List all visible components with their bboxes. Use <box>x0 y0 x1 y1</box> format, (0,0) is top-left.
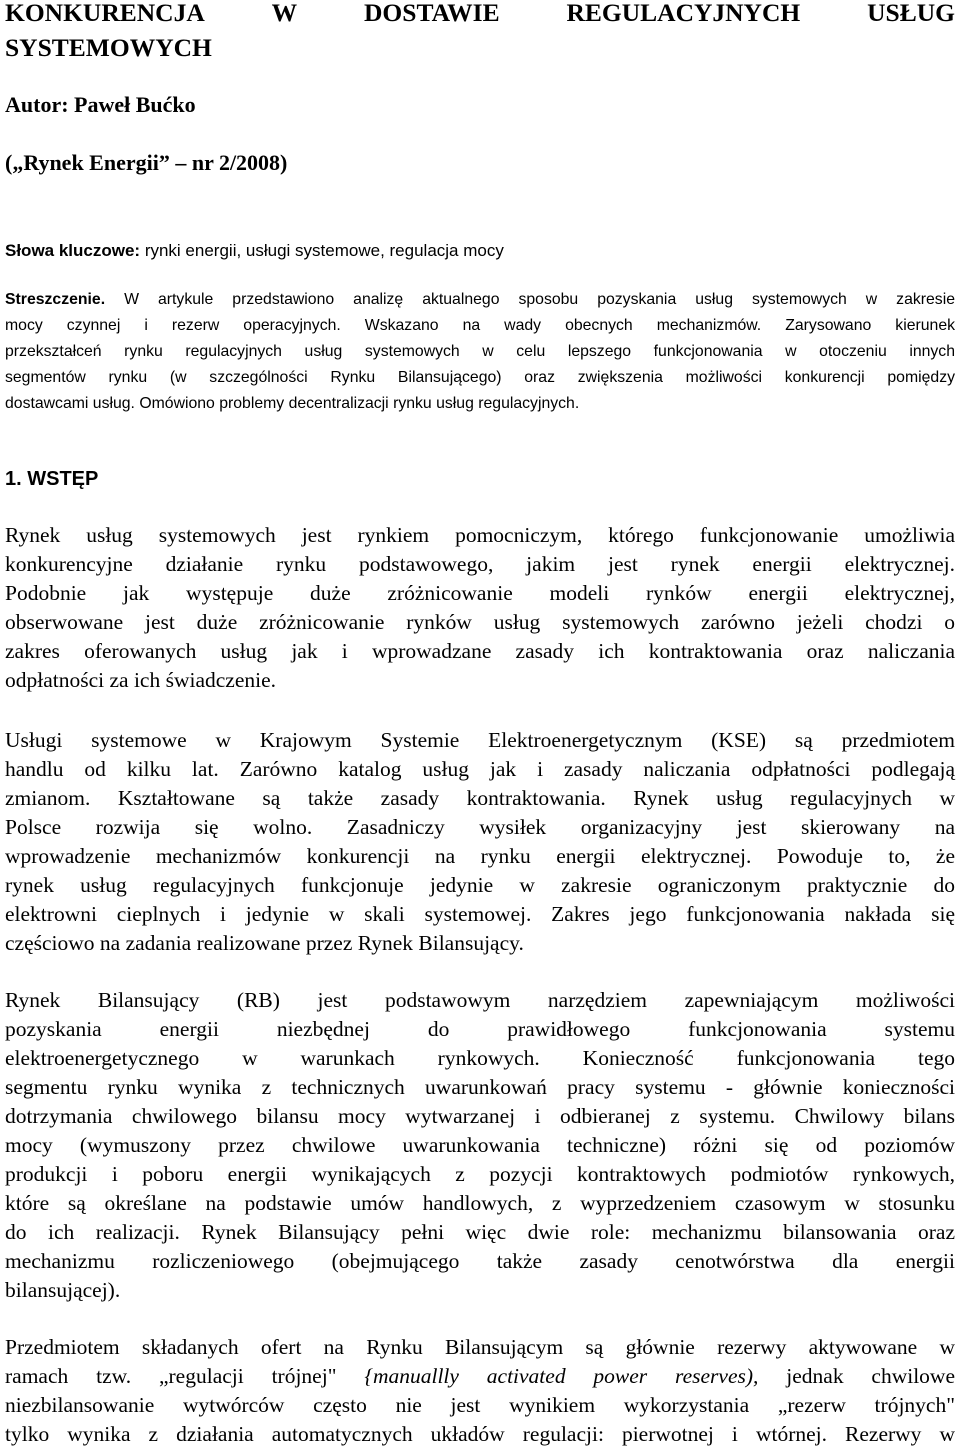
paragraph-2 <box>5 726 955 958</box>
paragraph-line: odpłatności za ich świadczenie. <box>5 668 277 692</box>
paragraph-line: zmianom. Kształtowane są także zasady kontraktowania. Rynek usług regulacyjnych w <box>5 786 955 810</box>
paragraph-line: handlu od kilku lat. Zarówno katalog usług jak i zasady naliczania odpłatności podlegają <box>5 757 955 781</box>
paragraph-line: tylko wynika z działania automatycznych układów regulacji: pierwotnej i wtórnej. Rezerwy w <box>5 1422 955 1446</box>
abstract-line: mocy czynnej i rezerw operacyjnych. Wskazano na wady obecnych mechanizmów. Zarysowano kierunek <box>5 317 955 334</box>
abstract-line: segmentów rynku (w szczególności Rynku Bilansującego) oraz zwiększenia możliwości konkurencji pomiędzy <box>5 369 955 386</box>
paragraph-line: Przedmiotem składanych ofert na Rynku Bilansującym są głównie rezerwy aktywowane w <box>5 1335 955 1359</box>
paragraph-line: częściowo na zadania realizowane przez Rynek Bilansujący. <box>5 931 524 955</box>
keywords-label: Słowa kluczowe: <box>5 241 141 260</box>
paragraph-line: zakres oferowanych usług jak i wprowadzane zasady ich kontraktowania oraz naliczania <box>5 639 955 663</box>
abstract-label: Streszczenie. <box>5 291 106 308</box>
paragraph-line: Usługi systemowe w Krajowym Systemie Elektroenergetycznym (KSE) są przedmiotem <box>5 728 955 752</box>
paragraph-line: mechanizmu rozliczeniowego (obejmującego także zasady cenotwórstwa dla energii <box>5 1249 955 1273</box>
title-line-1 <box>5 0 955 30</box>
paragraph-line: elektroenergetycznego w warunkach rynkowych. Konieczność funkcjonowania tego <box>5 1046 955 1070</box>
keywords <box>5 238 504 264</box>
paragraph-line: Podobnie jak występuje duże zróżnicowanie modeli rynków energii elektrycznej, <box>5 581 955 605</box>
paragraph-line: obserwowane jest duże zróżnicowanie rynków usług systemowych zarówno jeżeli chodzi o <box>5 610 955 634</box>
title-word: DOSTAWIE <box>364 0 500 27</box>
abstract-line: Streszczenie. W artykule przedstawiono analizę aktualnego sposobu pozyskania usług systemowych w zakresie <box>5 291 955 308</box>
title-line-2: SYSTEMOWYCH <box>5 33 212 62</box>
paragraph-line: segmentu rynku wynika z technicznych uwarunkowań pracy systemu - głównie konieczności <box>5 1075 955 1099</box>
title-word: KONKURENCJA <box>5 0 205 27</box>
paragraph-line: konkurencyjne działanie rynku podstawowego, jakim jest rynek energii elektrycznej. <box>5 552 955 576</box>
title-word: REGULACYJNYCH <box>566 0 801 27</box>
paragraph-line: elektrowni cieplnych i jedynie w skali systemowej. Zakres jego funkcjonowania nakłada się <box>5 902 955 926</box>
paragraph-line: pozyskania energii niezbędnej do prawidłowego funkcjonowania systemu <box>5 1017 955 1041</box>
author: Autor: Paweł Bućko <box>5 92 196 117</box>
paragraph-4 <box>5 1333 955 1449</box>
section-heading: 1. WSTĘP <box>5 468 99 490</box>
paragraph-line: Polsce rozwija się wolno. Zasadniczy wysiłek organizacyjny jest skierowany na <box>5 815 955 839</box>
paragraph-3 <box>5 986 955 1305</box>
source-citation: („Rynek Energii” – nr 2/2008) <box>5 150 288 175</box>
abstract-line: dostawcami usług. Omówiono problemy decentralizacji rynku usług regulacyjnych. <box>5 395 580 412</box>
paragraph-line: wprowadzenie mechanizmów konkurencji na rynku energii elektrycznej. Powoduje to, że <box>5 844 955 868</box>
paragraph-line: Rynek usług systemowych jest rynkiem pomocniczym, którego funkcjonowanie umożliwia <box>5 523 955 547</box>
italic-term: {manuallly activated power reserves), <box>364 1364 759 1388</box>
paragraph-1 <box>5 521 955 695</box>
paragraph-line: mocy (wymuszony przez chwilowe uwarunkowania techniczne) różni się od poziomów <box>5 1133 955 1157</box>
paragraph-line: do ich realizacji. Rynek Bilansujący pełni więc dwie role: mechanizmu bilansowania oraz <box>5 1220 955 1244</box>
paper-title <box>5 0 955 65</box>
abstract-line: przekształceń rynku regulacyjnych usług systemowych w celu lepszego funkcjonowania w otoczeniu innych <box>5 343 955 360</box>
title-word: USŁUG <box>867 0 955 27</box>
paragraph-line: bilansującej). <box>5 1278 121 1302</box>
paragraph-line: rynek usług regulacyjnych funkcjonuje jedynie w zakresie ograniczonym praktycznie do <box>5 873 955 897</box>
paragraph-line: produkcji i poboru energii wynikających z pozycji kontraktowych podmiotów rynkowych, <box>5 1162 955 1186</box>
paragraph-line: które są określane na podstawie umów handlowych, z wyprzedzeniem czasowym w stosunku <box>5 1191 955 1215</box>
abstract <box>5 287 955 417</box>
paragraph-line: Rynek Bilansujący (RB) jest podstawowym narzędziem zapewniającym możliwości <box>5 988 955 1012</box>
title-word: W <box>271 0 298 27</box>
paragraph-line: ramach tzw. „regulacji trójnej" {manuallly activated power reserves), jednak chwilowe <box>5 1364 955 1388</box>
paragraph-line: dotrzymania chwilowego bilansu mocy wytwarzanej i odbieranej z systemu. Chwilowy bilans <box>5 1104 955 1128</box>
paragraph-line: niezbilansowanie wytwórców często nie jest wynikiem wykorzystania „rezerw trójnych" <box>5 1393 955 1417</box>
keywords-text: rynki energii, usługi systemowe, regulacja mocy <box>140 241 504 260</box>
